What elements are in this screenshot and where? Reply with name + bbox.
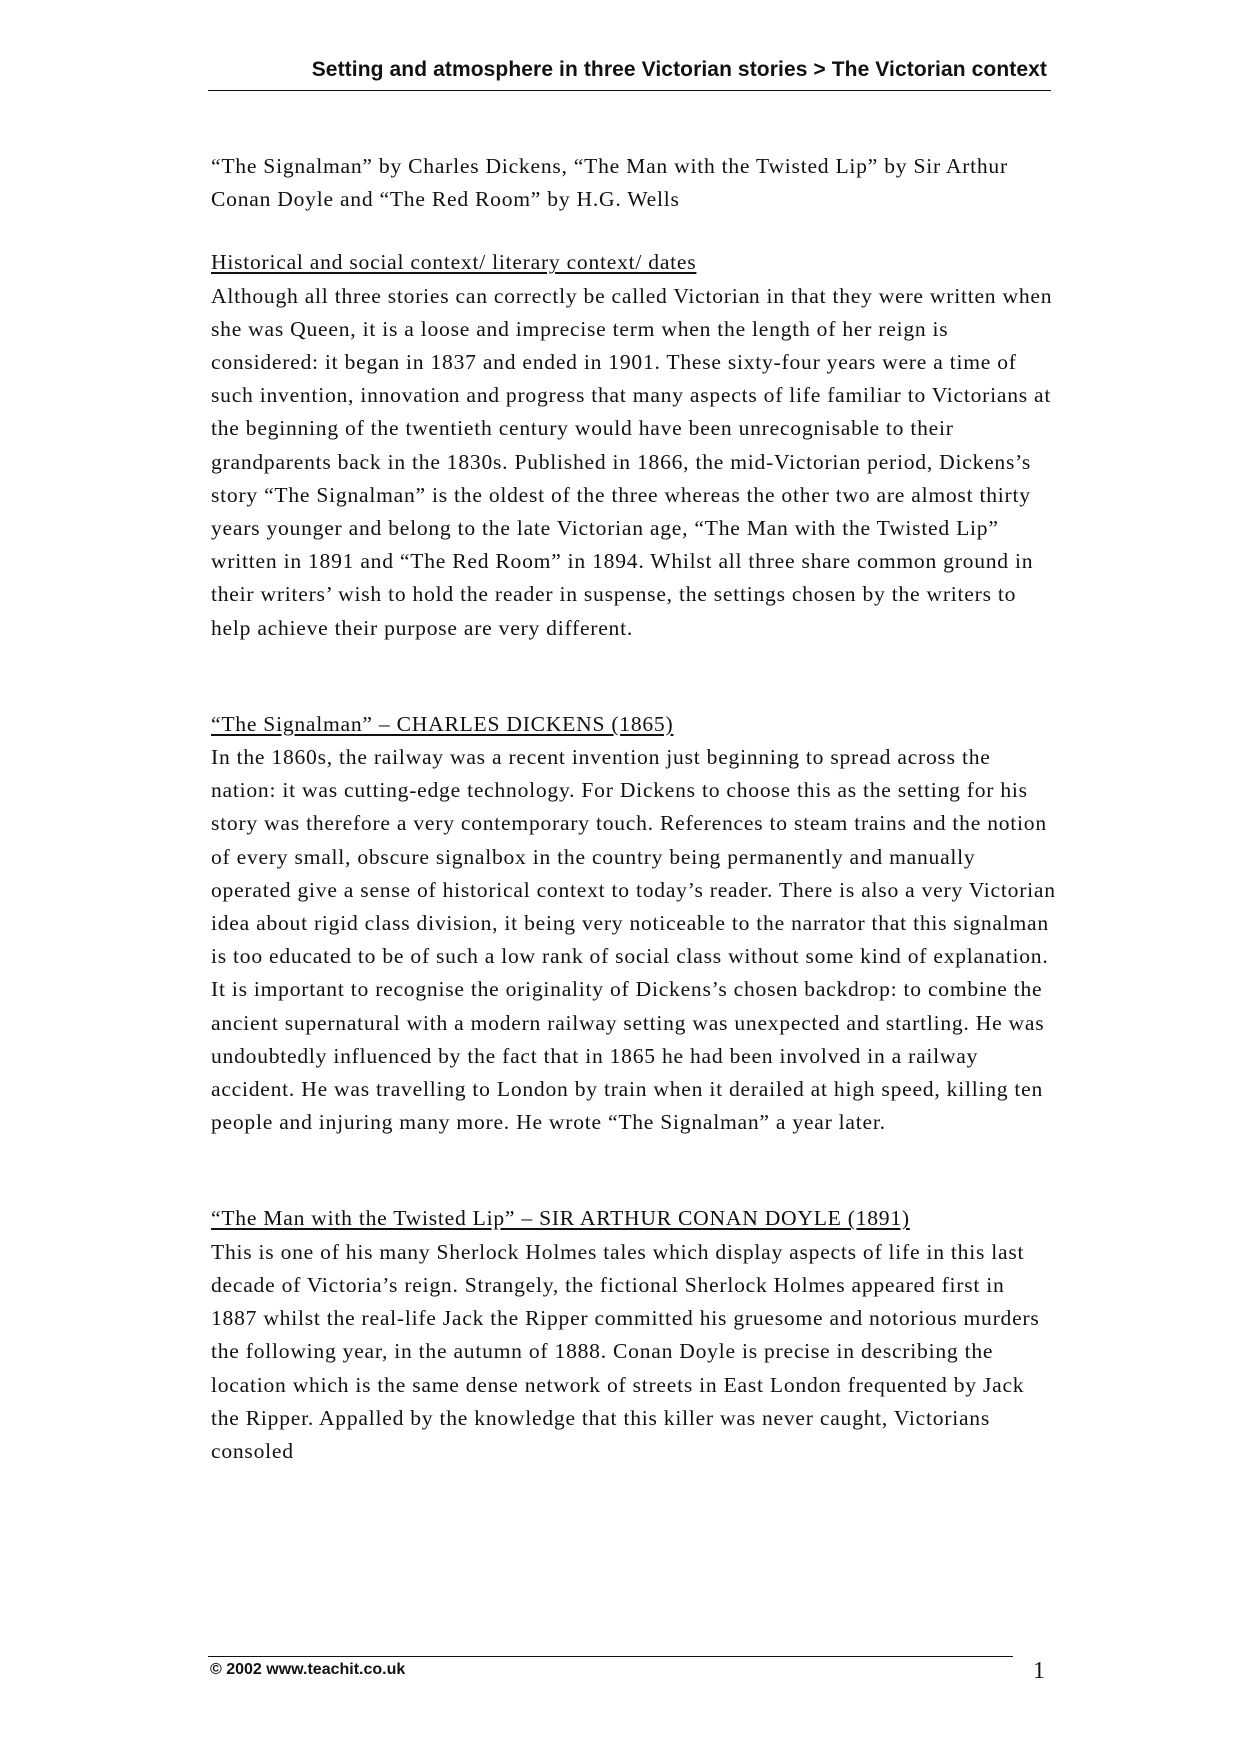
running-title: Setting and atmosphere in three Victorian stories > The Victorian context: [311, 58, 1047, 81]
copyright-notice: © 2002 www.teachit.co.uk: [210, 1661, 406, 1678]
section-context: [211, 246, 1056, 644]
section-signalman: [211, 708, 1056, 1140]
section-paragraph: In the 1860s, the railway was a recent invention just beginning to spread across the nation: it was cutting-edge technology. For Dickens to choose this as the setting for his story was therefore a very contemporary touch. References to steam trains and the notion of every small, obscure signalbox in the country being permanently and manually operated give a sense of historical context to today’s reader. There is also a very Victorian idea about rigid class division, it being very noticeable to the narrator that this signalman is too educated to be of such a low rank of social class without some kind of explanation. It is important to recognise the originality of Dickens’s chosen backdrop: to combine the ancient supernatural with a modern railway setting was unexpected and startling. He was undoubtedly influenced by the fact that in 1865 he had been involved in a railway accident. He was travelling to London by train when it derailed at high speed, killing ten people and injuring many more. He wrote “The Signalman” a year later.: [211, 745, 1056, 1135]
page-footer: [208, 1656, 1013, 1678]
section-heading: “The Man with the Twisted Lip” – SIR ARTHUR CONAN DOYLE (1891): [211, 1206, 910, 1231]
section-heading: Historical and social context/ literary context/ dates: [211, 250, 697, 275]
section-twisted-lip: [211, 1202, 1056, 1468]
page-header: [208, 56, 1051, 91]
section-heading: “The Signalman” – CHARLES DICKENS (1865): [211, 711, 674, 736]
section-paragraph: Although all three stories can correctly be called Victorian in that they were written when she was Queen, it is a loose and imprecise term when the length of her reign is considered: it began in 1837 and ended in 1901. These sixty-four years were a time of such invention, innovation and progress that many aspects of life familiar to Victorians at the beginning of the twentieth century would have been unrecognisable to their grandparents back in the 1830s. Published in 1866, the mid-Victorian period, Dickens’s story “The Signalman” is the oldest of the three whereas the other two are almost thirty years younger and belong to the late Victorian age, “The Man with the Twisted Lip” written in 1891 and “The Red Room” in 1894. Whilst all three share common ground in their writers’ wish to hold the reader in suspense, the settings chosen by the writers to help achieve their purpose are very different.: [211, 283, 1053, 640]
section-paragraph: This is one of his many Sherlock Holmes tales which display aspects of life in this last decade of Victoria’s reign. Strangely, the fictional Sherlock Holmes appeared first in 1887 whilst the real-life Jack the Ripper committed his gruesome and notorious murders the following year, in the autumn of 1888. Conan Doyle is precise in describing the location which is the same dense network of streets in East London frequented by Jack the Ripper. Appalled by the knowledge that this killer was never caught, Victorians consoled: [211, 1239, 1040, 1463]
page-number: 1: [1033, 1658, 1045, 1684]
document-title: “The Signalman” by Charles Dickens, “The Man with the Twisted Lip” by Sir Arthur Conan Doyle and “The Red Room” by H.G. Wells: [211, 154, 1008, 212]
document-body: [211, 150, 1056, 1468]
